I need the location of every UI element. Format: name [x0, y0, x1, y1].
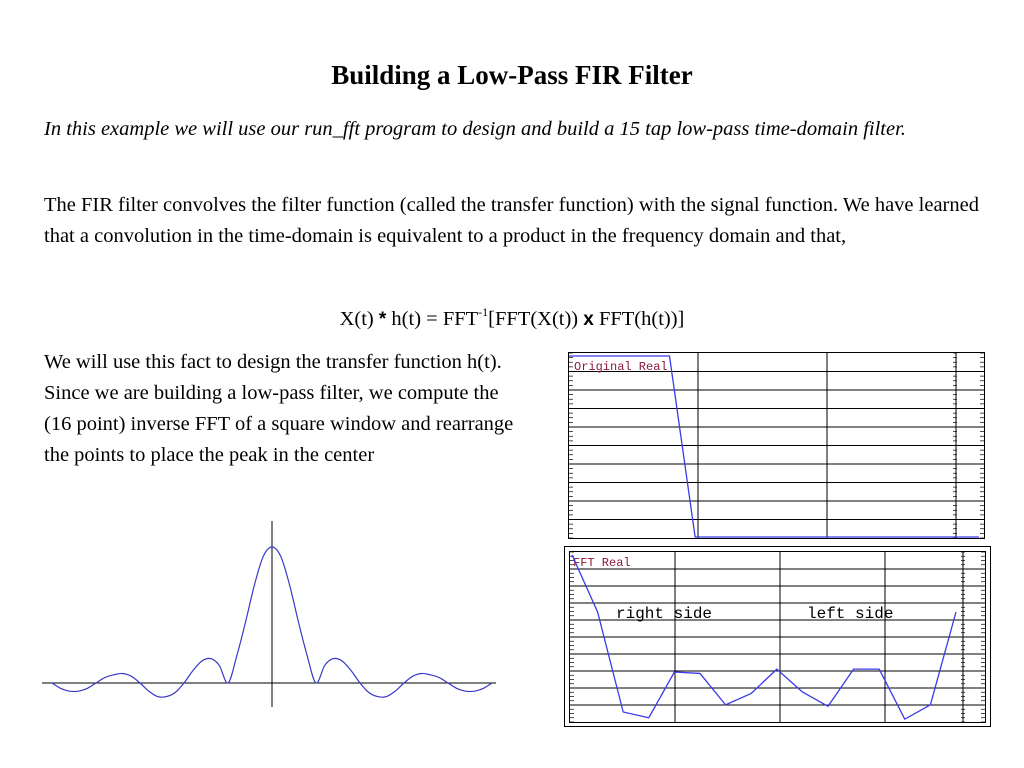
- convolution-equation: [0, 297, 1024, 335]
- paragraph-transfer-function: We will use this fact to design the transfer function h(t). Since we are building a low-pass filter, we compute the (16 point) inverse FFT of a square window and rearrange the points to place the peak in the center: [44, 351, 514, 466]
- inverse-superscript: -1: [478, 305, 489, 319]
- original-real-panel: [568, 352, 986, 540]
- annotation-right-side: right side: [616, 605, 713, 623]
- panel-title: Original Real: [574, 360, 668, 374]
- intro-text: In this example we will use our run_fft program to design and build a 15 tap low-pass time-domain filter.: [44, 118, 906, 140]
- equation-part-3: [FFT(X(t)): [488, 308, 584, 330]
- equation-part-4: FFT(h(t))]: [593, 308, 685, 330]
- sinc-series-line: [52, 547, 492, 697]
- paragraph-fir-convolution: The FIR filter convolves the filter function (called the transfer function) with the signal function. We have learned that a convolution in the time-domain is equivalent to a product in the frequency domain and that,: [44, 194, 979, 247]
- panel-title: FFT Real: [573, 556, 631, 570]
- annotation-left-side: left side: [807, 605, 894, 623]
- equation-part-1: X(t): [339, 308, 379, 330]
- convolution-operator: *: [378, 309, 387, 330]
- equation-part-2: h(t) = FFT: [386, 308, 479, 330]
- product-operator: x: [583, 309, 594, 330]
- slide-title: Building a Low-Pass FIR Filter: [331, 60, 693, 90]
- fft-real-panel: [564, 546, 992, 728]
